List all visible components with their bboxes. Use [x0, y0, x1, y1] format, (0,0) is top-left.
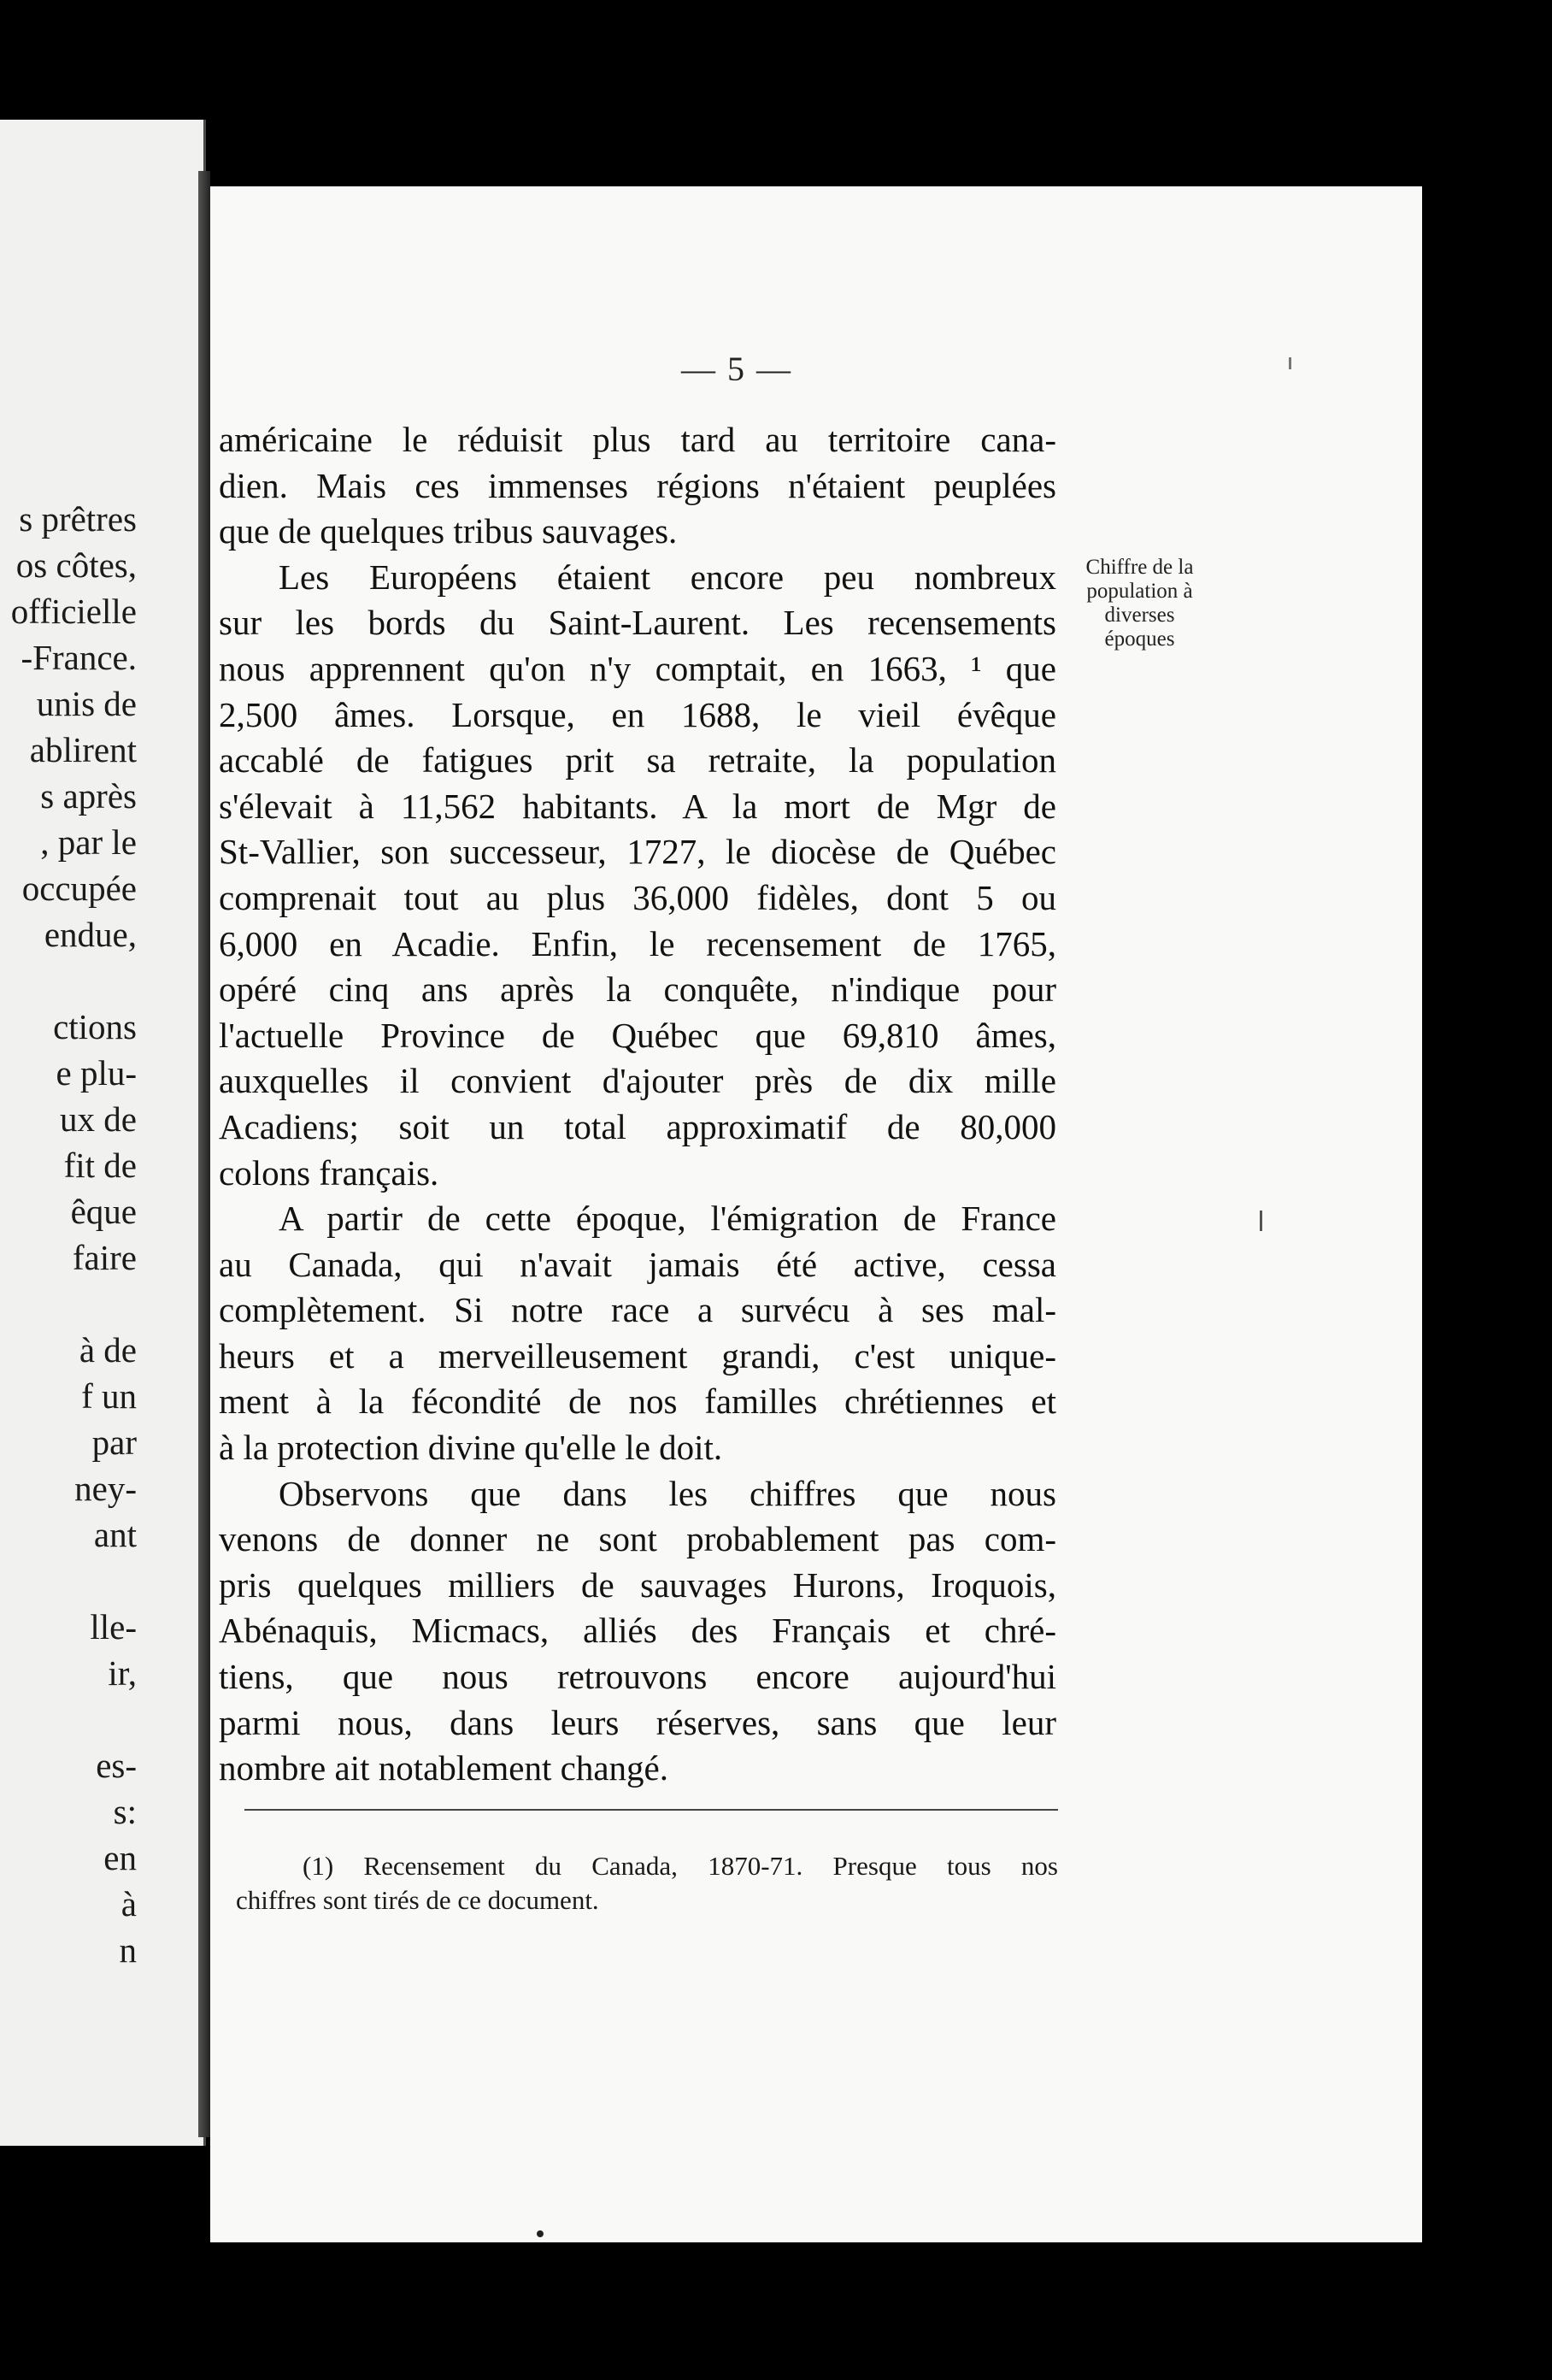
left-fragment-line: [11, 1281, 137, 1327]
body-line: sur les bords du Saint-Laurent. Les recensements: [219, 603, 1056, 643]
left-fragment-line: [11, 1696, 137, 1742]
left-fragment-line: s:: [113, 1792, 137, 1831]
margin-note: [1048, 556, 1232, 651]
left-fragment-line: par: [91, 1423, 137, 1462]
body-line: Observons que dans les chiffres que nous: [279, 1473, 1056, 1513]
margin-note-line: époques: [1104, 627, 1175, 651]
left-fragment-line: en: [103, 1838, 137, 1877]
left-fragment-line: à: [121, 1884, 137, 1923]
body-line: parmi nous, dans leurs réserves, sans que leur: [219, 1702, 1056, 1742]
left-fragment-line: os côtes,: [15, 545, 137, 585]
left-fragment-line: [11, 1558, 137, 1604]
left-fragment-line: es-: [96, 1746, 137, 1785]
body-line: au Canada, qui n'avait jamais été active, cessa: [219, 1244, 1056, 1284]
left-fragment-line: s prêtres: [19, 499, 137, 539]
body-line: nombre ait notablement changé.: [219, 1748, 668, 1788]
body-line: pris quelques milliers de sauvages Hurons, Iroquois,: [219, 1564, 1056, 1605]
left-fragment-line: e plu-: [56, 1053, 137, 1093]
left-fragment-line: ant: [93, 1515, 137, 1554]
body-line: St-Vallier, son successeur, 1727, le diocèse de Québec: [219, 832, 1056, 872]
body-line: ment à la fécondité de nos familles chrétiennes et: [219, 1381, 1056, 1422]
body-line: à la protection divine qu'elle le doit.: [219, 1428, 723, 1468]
page-number: — 5 —: [681, 350, 792, 388]
body-line: accablé de fatigues prit sa retraite, la population: [219, 740, 1056, 781]
body-line: A partir de cette époque, l'émigration de France: [279, 1199, 1056, 1239]
body-line: tiens, que nous retrouvons encore aujourd'hui: [219, 1657, 1056, 1697]
body-line: colons français.: [219, 1152, 439, 1193]
body-line: heurs et a merveilleusement grandi, c'est unique-: [219, 1335, 1056, 1376]
left-fragment-line: [11, 957, 137, 1004]
body-line: Abénaquis, Micmacs, alliés des Français et chré-: [219, 1611, 1056, 1651]
body-text: [219, 417, 1056, 1792]
left-facing-page: [0, 120, 206, 2146]
left-fragment-line: endue,: [44, 915, 137, 954]
ink-speck: [537, 2230, 544, 2237]
left-fragment-line: faire: [72, 1238, 137, 1277]
body-line: complètement. Si notre race a survécu à ses mal-: [219, 1290, 1056, 1330]
margin-note-line: Chiffre de la: [1085, 556, 1194, 579]
body-line: 6,000 en Acadie. Enfin, le recensement de 1765,: [219, 923, 1056, 963]
left-fragment-line: fit de: [63, 1146, 137, 1185]
left-fragment-line: à de: [79, 1330, 137, 1370]
footnote: [236, 1849, 1058, 1918]
body-line: 2,500 âmes. Lorsque, en 1688, le vieil évêque: [219, 694, 1056, 734]
margin-tick: [1260, 1211, 1262, 1231]
footnote-line: chiffres sont tirés de ce document.: [236, 1885, 599, 1915]
body-line: s'élevait à 11,562 habitants. A la mort de Mgr de: [219, 786, 1056, 826]
right-page: [210, 186, 1422, 2242]
left-fragment-line: êque: [70, 1192, 137, 1231]
body-line: comprenait tout au plus 36,000 fidèles, dont 5 ou: [219, 877, 1056, 917]
book-gutter: [198, 171, 210, 2137]
body-line: Les Européens étaient encore peu nombreux: [279, 557, 1056, 597]
left-fragment-line: lle-: [90, 1607, 137, 1647]
left-fragment-line: unis de: [36, 684, 137, 723]
left-fragment-line: , par le: [40, 822, 137, 862]
body-line: auxquelles il convient d'ajouter près de dix mille: [219, 1061, 1056, 1101]
left-fragment-line: n: [119, 1930, 137, 1970]
margin-note-line: population à: [1086, 580, 1193, 603]
left-page-text-fragments: [11, 496, 137, 1973]
left-fragment-line: s après: [40, 776, 137, 816]
left-fragment-line: occupée: [21, 869, 137, 908]
scan-mark: [1289, 357, 1291, 369]
left-fragment-line: ablirent: [29, 730, 137, 769]
left-fragment-line: ux de: [60, 1099, 137, 1139]
body-line: l'actuelle Province de Québec que 69,810 âmes,: [219, 1015, 1056, 1055]
left-fragment-line: -France.: [21, 638, 137, 677]
left-fragment-line: f un: [81, 1376, 137, 1416]
body-line: Acadiens; soit un total approximatif de 80,000: [219, 1106, 1056, 1146]
footnote-rule: [244, 1809, 1058, 1811]
body-line: dien. Mais ces immenses régions n'étaient peuplées: [219, 465, 1056, 505]
left-fragment-line: ctions: [53, 1007, 137, 1046]
body-line: américaine le réduisit plus tard au territoire cana-: [219, 420, 1056, 459]
body-line: nous apprennent qu'on n'y comptait, en 1663, ¹ que: [219, 648, 1056, 688]
left-fragment-line: officielle: [10, 592, 137, 631]
margin-note-line: diverses: [1104, 604, 1175, 627]
left-fragment-line: ney-: [74, 1469, 137, 1508]
left-fragment-line: ir,: [108, 1653, 137, 1693]
footnote-line: (1) Recensement du Canada, 1870-71. Presque tous nos: [303, 1851, 1058, 1881]
body-line: venons de donner ne sont probablement pas com-: [219, 1519, 1056, 1559]
body-line: que de quelques tribus sauvages.: [219, 511, 678, 551]
body-line: opéré cinq ans après la conquête, n'indique pour: [219, 969, 1056, 1010]
